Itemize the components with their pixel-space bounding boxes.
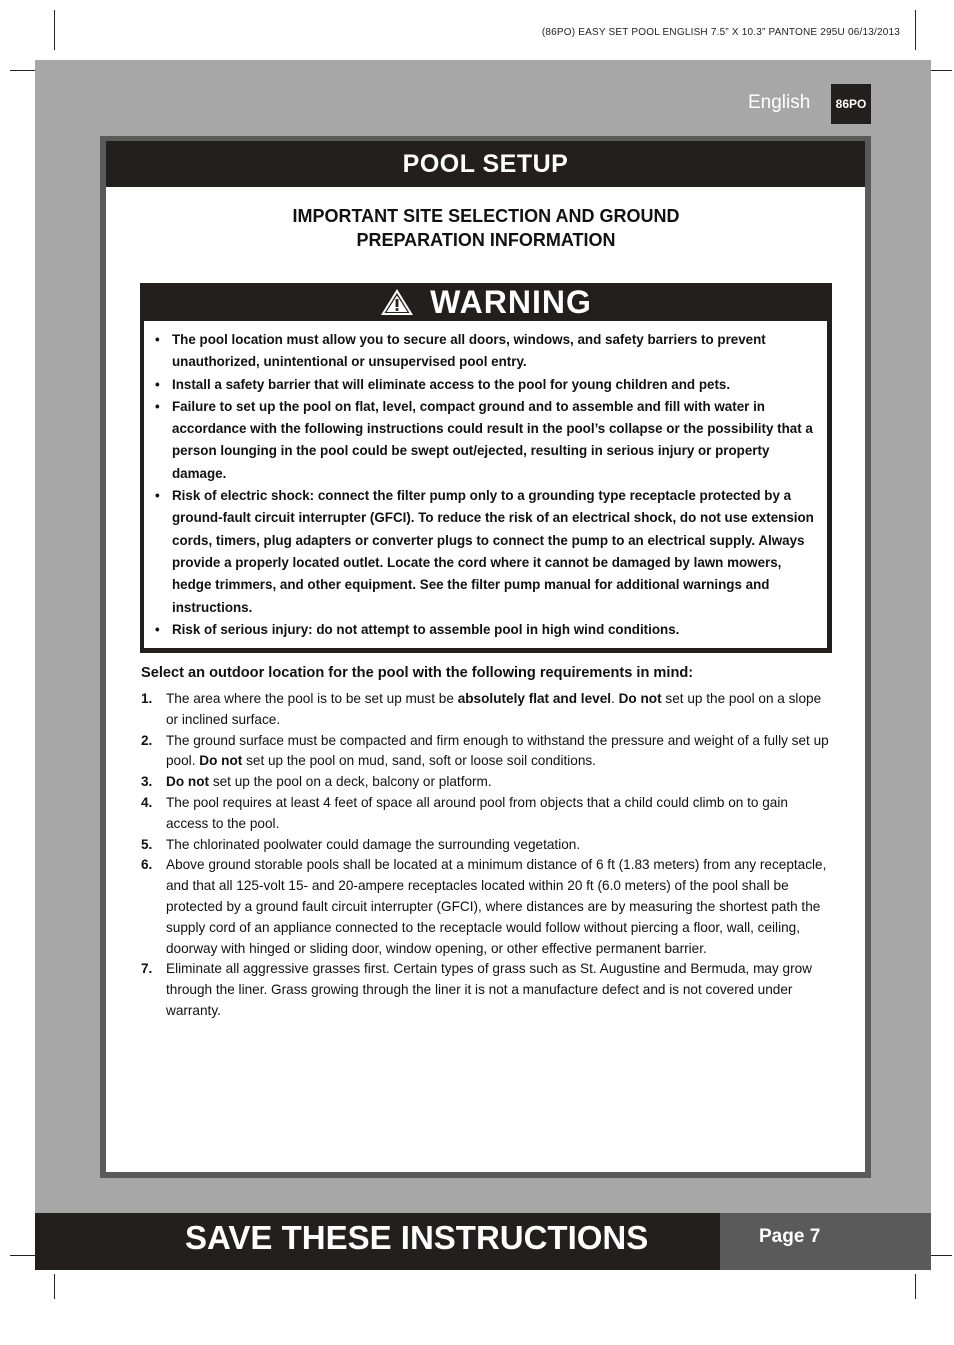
warning-item: • Failure to set up the pool on flat, level, compact ground and to assemble and fill with water in accordance with the following instructions could result in the pool’s collapse or the possibility that a person lounging in the pool could be swept out/ejected, resulting in serious injury or property damage.: [155, 398, 813, 481]
site-selection-heading: [200, 204, 772, 252]
print-spec-header: (86PO) EASY SET POOL ENGLISH 7.5” X 10.3” PANTONE 295U 06/13/2013: [541, 27, 900, 38]
crop-mark: [915, 1274, 916, 1299]
requirement-item: 6. Above ground storable pools shall be located at a minimum distance of 6 ft (1.83 meters) from any receptacle, and that all 125-volt 15- and 20-ampere receptacles located within 20 ft (6.0 meters) of the pool shall be protected by a ground fault circuit interrupter (GFCI), where distances are by measuring the shortest path the supply cord of an appliance connected to the receptacle would follow without piercing a floor, wall, ceiling, doorway with hinged or sliding door, window opening, or other effective permanent barrier.: [141, 857, 827, 956]
model-code-badge: 86PO: [831, 84, 871, 124]
page-number: Page 7: [759, 1226, 821, 1247]
requirement-item: 1. The area where the pool is to be set up must be absolutely flat and level. Do not set up the pool on a slope or inclined surface.: [141, 691, 822, 727]
warning-header: [140, 283, 832, 321]
crop-mark: [915, 10, 916, 50]
warning-item: • Risk of serious injury: do not attempt to assemble pool in high wind conditions.: [155, 621, 680, 637]
warning-triangle-icon: [380, 288, 414, 316]
requirement-item: 3. Do not set up the pool on a deck, balcony or platform.: [141, 774, 492, 790]
crop-mark: [54, 1274, 55, 1299]
subheading-line-1: IMPORTANT SITE SELECTION AND GROUND: [292, 206, 680, 226]
warning-title: WARNING: [430, 283, 592, 320]
warning-item: • The pool location must allow you to secure all doors, windows, and safety barriers to prevent unauthorized, unintentional or unsupervised pool entry.: [155, 332, 766, 370]
requirement-item: 2. The ground surface must be compacted and firm enough to withstand the pressure and weight of a fully set up pool. Do not set up the pool on mud, sand, soft or loose soil conditions.: [141, 732, 829, 769]
warning-item: • Install a safety barrier that will eliminate access to the pool for young children and pets.: [155, 376, 731, 392]
footer-title: SAVE THESE INSTRUCTIONS: [185, 1219, 649, 1256]
page-number-box: [720, 1213, 931, 1270]
requirement-item: 7. Eliminate all aggressive grasses first. Certain types of grass such as St. Augustine and Bermuda, may grow through the liner. Grass growing through the liner it is not a manufacture defect and is not covered under warranty.: [141, 961, 813, 1018]
requirements-list: [141, 689, 831, 1022]
crop-mark: [54, 10, 55, 50]
warning-list: [150, 329, 820, 641]
warning-item: • Risk of electric shock: connect the filter pump only to a grounding type receptacle protected by a ground-fault circuit interrupter (GFCI). To reduce the risk of an electrical shock, do not use extension cords, timers, plug adapters or converter plugs to connect the pump to an electrical supply. Always provide a properly located outlet. Locate the cord where it cannot be damaged by lawn mowers, hedge trimmers, and other equipment. See the filter pump manual for additional warnings and instructions.: [155, 488, 814, 615]
requirement-item: 5. The chlorinated poolwater could damage the surrounding vegetation.: [141, 836, 581, 852]
section-title: POOL SETUP: [106, 141, 865, 187]
requirement-item: 4. The pool requires at least 4 feet of space all around pool from objects that a child could climb on to gain access to the pool.: [141, 794, 788, 831]
language-label: English: [748, 92, 811, 113]
subheading-line-2: PREPARATION INFORMATION: [356, 230, 616, 250]
requirements-intro: Select an outdoor location for the pool with the following requirements in mind:: [141, 665, 694, 681]
